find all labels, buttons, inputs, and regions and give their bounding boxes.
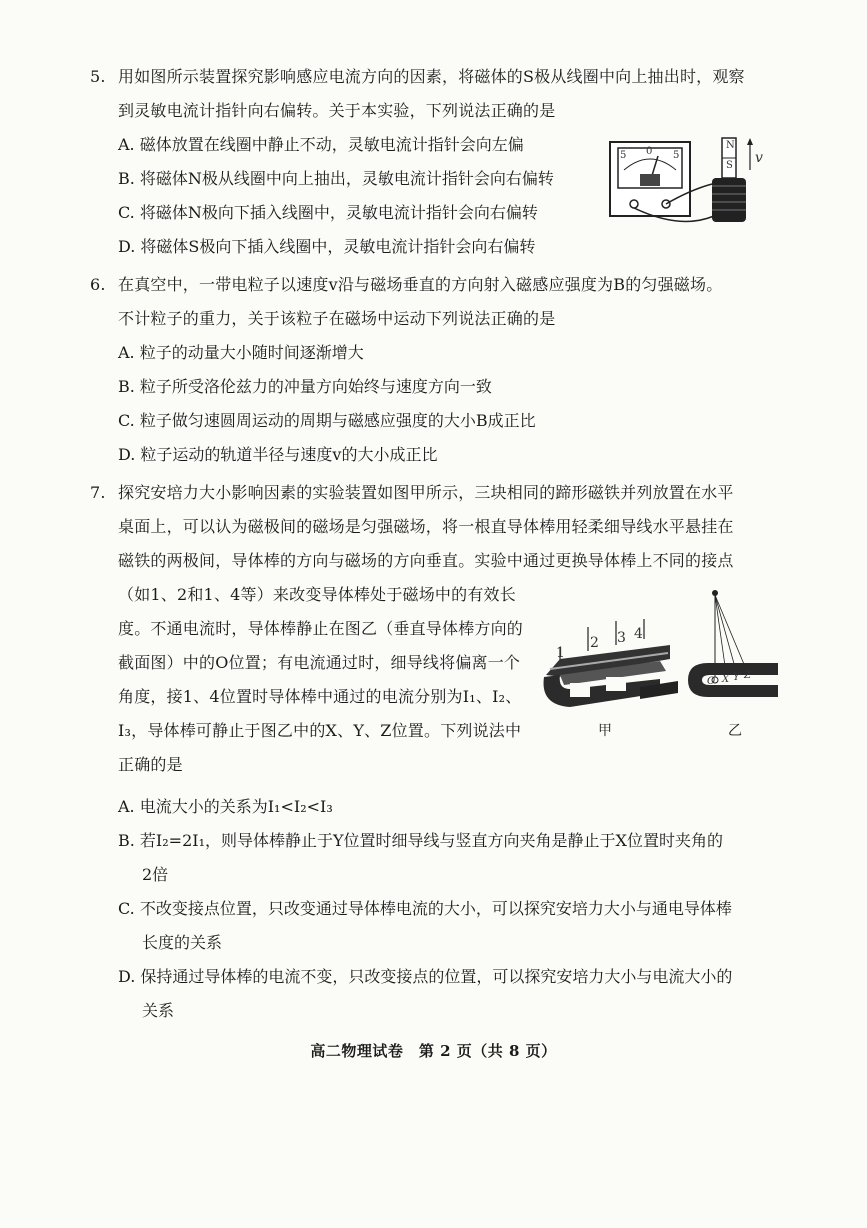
q6-option-d: D. 粒子运动的轨道半径与速度v的大小成正比 [118, 445, 438, 464]
q5-option-c: C. 将磁体N极向下插入线圈中，灵敏电流计指针会向右偏转 [118, 203, 538, 222]
position-o: O [707, 676, 716, 687]
scale-mid: 0 [646, 146, 653, 157]
q6-stem-line2: 不计粒子的重力，关于该粒子在磁场中运动下列说法正确的是 [118, 309, 556, 328]
contact-label-2: 2 [590, 635, 599, 651]
magnet-n-label: N [726, 140, 735, 151]
figure-caption-yi: 乙 [728, 723, 742, 739]
magnet-s-label: S [726, 160, 733, 171]
contact-label-3: 3 [617, 630, 626, 646]
q5-stem-line2: 到灵敏电流计指针向右偏转。关于本实验，下列说法正确的是 [118, 101, 556, 120]
velocity-label: v [755, 150, 763, 166]
scale-right: 5 [673, 150, 680, 161]
q7-number: 7. [90, 483, 106, 502]
terminal-left [630, 200, 638, 208]
q6-option-a: A. 粒子的动量大小随时间逐渐增大 [118, 343, 364, 362]
q5-number: 5. [90, 67, 106, 86]
cross-section-figure [678, 585, 783, 705]
q6-option-c: C. 粒子做匀速圆周运动的周期与磁感应强度的大小B成正比 [118, 411, 536, 430]
scale-left: 5 [620, 150, 627, 161]
q5-option-a: A. 磁体放置在线圈中静止不动，灵敏电流计指针会向左偏 [118, 135, 524, 154]
q7-stem-line1: 探究安培力大小影响因素的实验装置如图甲所示，三块相同的蹄形磁铁并列放置在水平 [118, 483, 734, 502]
q5-stem-line1: 用如图所示装置探究影响感应电流方向的因素，将磁体的S极从线圈中向上抽出时，观察 [118, 67, 745, 86]
q7-option-c-line1: C. 不改变接点位置，只改变通过导体棒电流的大小，可以探究安培力大小与通电导体棒 [118, 899, 732, 918]
q7-option-d-line1: D. 保持通过导体棒的电流不变，只改变接点的位置，可以探究安培力大小与电流大小的 [118, 967, 733, 986]
galvanometer-figure [600, 130, 770, 230]
q6-stem-line1: 在真空中，一带电粒子以速度v沿与磁场垂直的方向射入磁感应强度为B的匀强磁场。 [118, 275, 723, 294]
q7-option-c-line2: 长度的关系 [142, 933, 223, 952]
q5-option-d: D. 将磁体S极向下插入线圈中，灵敏电流计指针会向右偏转 [118, 237, 536, 256]
q6-number: 6. [90, 275, 106, 294]
q7-option-b-line2: 2倍 [142, 865, 169, 884]
q5-option-b: B. 将磁体N极从线圈中向上抽出，灵敏电流计指针会向右偏转 [118, 169, 554, 188]
q7-stem-line6: 截面图）中的O位置；有电流通过时，细导线将偏离一个 [118, 653, 521, 672]
contact-label-4: 4 [634, 626, 643, 642]
q7-stem-line8: I₃，导体棒可静止于图乙中的X、Y、Z位置。下列说法中 [118, 721, 522, 740]
page-footer: 高二物理试卷 第 2 页（共 8 页） [310, 1042, 557, 1060]
coil [712, 178, 746, 222]
q7-option-d-line2: 关系 [142, 1001, 175, 1020]
q7-stem-line7: 角度，接1、4位置时导体棒中通过的电流分别为I₁、I₂、 [118, 687, 522, 706]
figure-caption-jia: 甲 [598, 723, 612, 739]
q6-option-b: B. 粒子所受洛伦兹力的冲量方向始终与速度方向一致 [118, 377, 492, 396]
position-z: Z [744, 670, 751, 681]
position-x: X [722, 674, 730, 685]
q7-option-a: A. 电流大小的关系为I₁<I₂<I₃ [118, 797, 333, 816]
contact-label-1: 1 [556, 645, 565, 661]
q7-stem-line3: 磁铁的两极间，导体棒的方向与磁场的方向垂直。实验中通过更换导体棒上不同的接点 [118, 551, 734, 570]
q7-stem-line2: 桌面上，可以认为磁极间的磁场是匀强磁场，将一根直导体棒用轻柔细导线水平悬挂在 [118, 517, 734, 536]
q7-stem-line9: 正确的是 [118, 755, 183, 774]
position-y: Y [733, 672, 740, 683]
q7-stem-line4: （如1、2和1、4等）来改变导体棒处于磁场中的有效长 [118, 585, 516, 604]
horseshoe-magnets-figure [540, 615, 685, 715]
q7-option-b-line1: B. 若I₂=2I₁，则导体棒静止于Y位置时细导线与竖直方向夹角是静止于X位置时夹角的 [118, 831, 723, 850]
q7-stem-line5: 度。不通电流时，导体棒静止在图乙（垂直导体棒方向的 [118, 619, 524, 638]
